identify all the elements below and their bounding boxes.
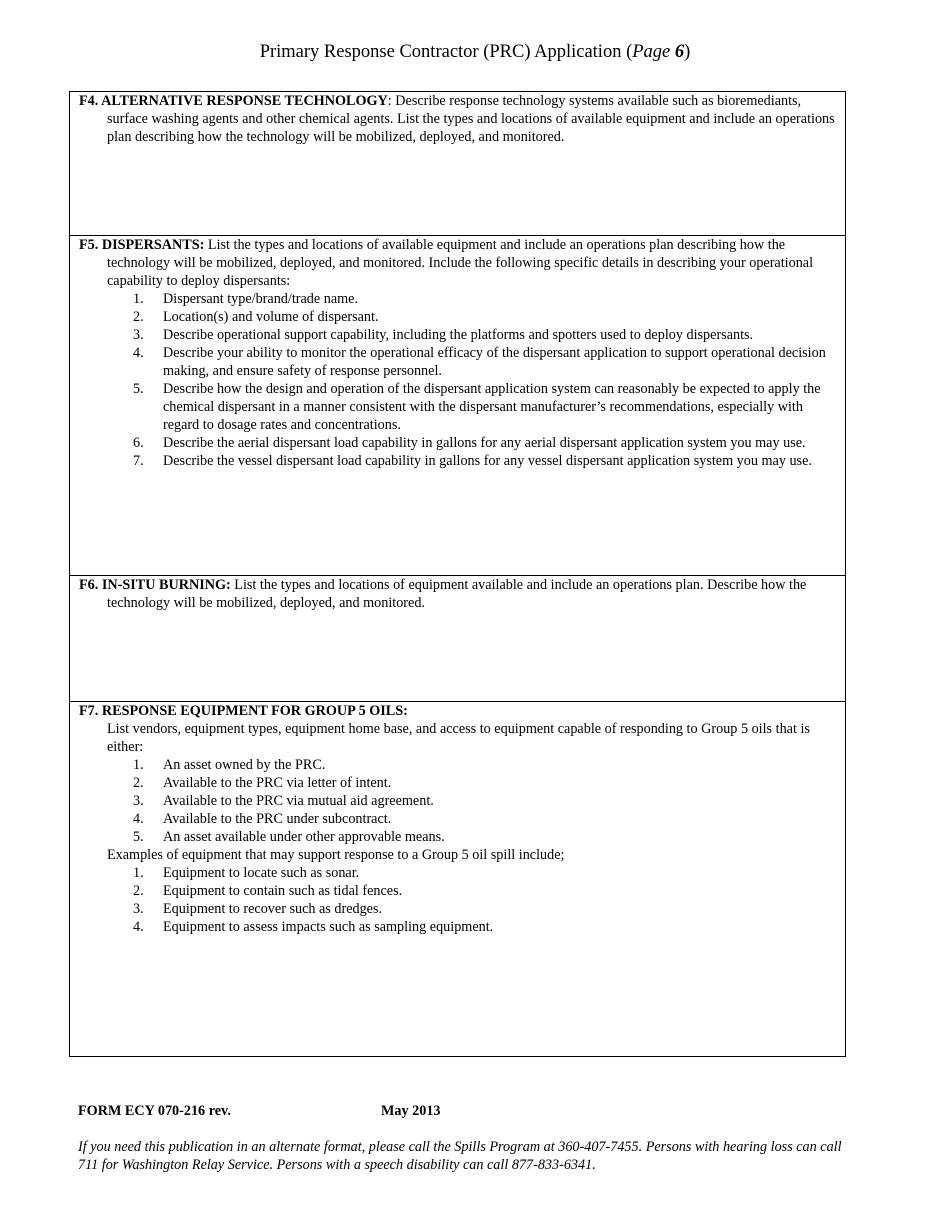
list-item: 2. Equipment to contain such as tidal fences. — [133, 883, 403, 899]
f6-body: List the types and locations of equipment available and include an operations plan. Describe how the technology will be mobilized, deployed, and monitored. — [107, 577, 807, 611]
section-f6[interactable] — [70, 575, 845, 701]
page-title — [0, 41, 950, 63]
list-item: 6. Describe the aerial dispersant load capability in gallons for any aerial dispersant application system you may use. — [133, 435, 806, 451]
list-item: 2. Available to the PRC via letter of intent. — [133, 775, 392, 791]
section-f7[interactable] — [70, 701, 845, 1056]
list-item: 2. Location(s) and volume of dispersant. — [133, 309, 379, 325]
f7-heading: F7. RESPONSE EQUIPMENT FOR GROUP 5 OILS: — [79, 703, 408, 719]
list-item: 7. Describe the vessel dispersant load capability in gallons for any vessel dispersant application system you may use. — [133, 453, 812, 469]
f4-heading: F4. ALTERNATIVE RESPONSE TECHNOLOGY — [79, 93, 388, 109]
f5-heading: F5. DISPERSANTS: — [79, 237, 205, 253]
list-item: 5. An asset available under other approvable means. — [133, 829, 445, 845]
f7-intro: List vendors, equipment types, equipment home base, and access to equipment capable of responding to Group 5 oils that is either: — [107, 721, 810, 755]
list-item: 4. Describe your ability to monitor the operational efficacy of the dispersant application to support operational decision making, and ensure safety of response personnel. — [133, 345, 826, 379]
title-suffix: ) — [684, 42, 691, 62]
f7-list — [70, 756, 845, 846]
list-item: 3. Describe operational support capability, including the platforms and spotters used to deploy dispersants. — [133, 327, 754, 343]
title-prefix: Primary Response Contractor (PRC) Application ( — [259, 42, 633, 62]
list-item: 3. Equipment to recover such as dredges. — [133, 901, 383, 917]
f5-body: List the types and locations of available equipment and include an operations plan describing how the technology will be mobilized, deployed, and monitored. Include the following specific details in describing your operational capability to deploy dispersants: — [107, 237, 814, 289]
section-f4[interactable] — [70, 92, 845, 235]
f4-body: : Describe response technology systems available such as bioremediants, surface washing agents and other chemical agents. List the types and locations of available equipment and include an operations plan describing how the technology will be mobilized, deployed, and monitored. — [107, 93, 835, 145]
list-item: 4. Equipment to assess impacts such as sampling equipment. — [133, 919, 494, 935]
list-item: 5. Describe how the design and operation of the dispersant application system can reasonably be expected to apply the chemical dispersant in a manner consistent with the dispersant manufacturer’s recommendations, especially with regard to dosage rates and concentrations. — [133, 381, 821, 433]
f7-heading-line — [70, 702, 845, 720]
section-f5[interactable] — [70, 235, 845, 575]
list-item: 1. Dispersant type/brand/trade name. — [133, 291, 359, 307]
form-date: May 2013 — [381, 1103, 441, 1119]
list-item: 3. Available to the PRC via mutual aid agreement. — [133, 793, 434, 809]
list-item: 1. Equipment to locate such as sonar. — [133, 865, 360, 881]
f6-text — [70, 576, 845, 612]
form-sections-box — [69, 91, 846, 1057]
f5-list — [70, 290, 845, 470]
f6-heading: F6. IN-SITU BURNING: — [79, 577, 231, 593]
page-word: Page — [632, 42, 675, 62]
accessibility-note: If you need this publication in an alternate format, please call the Spills Program at 360-407-7455. Persons with hearing loss can call 711 for Washington Relay Service. Persons with a speech disability can call 877-833-6341. — [78, 1139, 842, 1173]
page-number: 6 — [674, 42, 685, 62]
list-item: 4. Available to the PRC under subcontract. — [133, 811, 392, 827]
f4-text — [70, 92, 845, 146]
list-item: 1. An asset owned by the PRC. — [133, 757, 326, 773]
f7-examples-list — [70, 864, 845, 936]
form-number: FORM ECY 070-216 rev. — [78, 1103, 231, 1119]
f7-examples-intro: Examples of equipment that may support response to a Group 5 oil spill include; — [107, 847, 565, 863]
f5-text — [70, 236, 845, 290]
page-label — [632, 42, 684, 62]
